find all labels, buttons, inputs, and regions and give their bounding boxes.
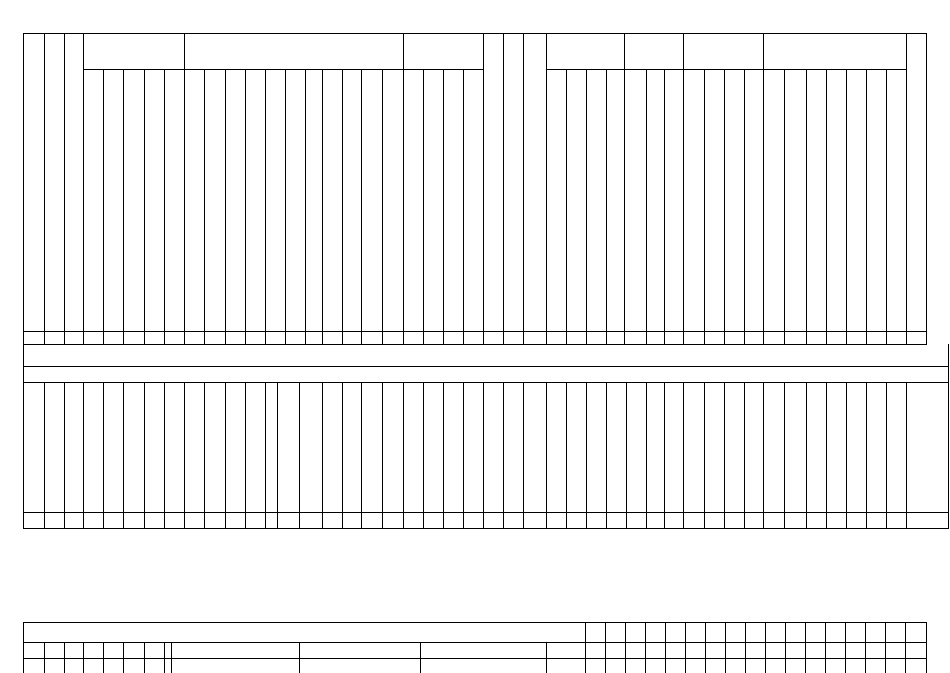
grid-line: [463, 69, 464, 345]
grid-line: [683, 33, 684, 70]
grid-line: [805, 622, 806, 673]
grid-line: [626, 382, 627, 529]
grid-line: [245, 69, 246, 345]
grid-line: [204, 69, 205, 345]
grid-line: [546, 69, 547, 345]
grid-line: [646, 382, 647, 529]
grid-line: [825, 622, 826, 673]
grid-line: [606, 69, 607, 345]
grid-line: [744, 382, 745, 529]
grid-line: [184, 33, 185, 70]
grid-line: [845, 622, 846, 673]
grid-line: [299, 382, 300, 529]
grid-line: [164, 382, 165, 529]
grid-line: [83, 69, 84, 345]
grid-line: [23, 331, 927, 332]
grid-line: [361, 382, 362, 529]
grid-line: [225, 69, 226, 345]
grid-line: [784, 69, 785, 345]
grid-line: [523, 69, 524, 345]
grid-line: [443, 382, 444, 529]
grid-line: [23, 622, 927, 623]
grid-line: [926, 33, 927, 70]
grid-line: [403, 69, 404, 345]
grid-line: [265, 69, 266, 345]
grid-line: [483, 69, 484, 345]
grid-line: [23, 344, 927, 345]
grid-line: [83, 382, 84, 529]
grid-line: [64, 642, 65, 673]
grid-line: [423, 69, 424, 345]
grid-line: [83, 642, 84, 673]
grid-line: [123, 642, 124, 673]
grid-line: [745, 622, 746, 673]
grid-line: [586, 382, 587, 529]
grid-line: [763, 33, 764, 70]
grid-line: [103, 642, 104, 673]
grid-line: [665, 622, 666, 673]
grid-line: [44, 69, 45, 345]
grid-line: [322, 69, 323, 345]
grid-line: [763, 69, 764, 345]
grid-line: [443, 69, 444, 345]
grid-line: [23, 33, 927, 34]
grid-line: [885, 622, 886, 673]
grid-line: [184, 382, 185, 529]
grid-line: [164, 642, 165, 673]
grid-line: [225, 382, 226, 529]
grid-line: [23, 642, 927, 643]
grid-line: [503, 33, 504, 70]
grid-line: [926, 622, 927, 673]
grid-line: [763, 382, 764, 529]
grid-line: [705, 622, 706, 673]
grid-line: [171, 642, 172, 673]
grid-line: [463, 382, 464, 529]
grid-line: [725, 622, 726, 673]
grid-line: [683, 382, 684, 529]
grid-line: [342, 382, 343, 529]
grid-line: [664, 382, 665, 529]
grid-line: [245, 382, 246, 529]
grid-line: [926, 69, 927, 345]
grid-line: [103, 382, 104, 529]
grid-line: [382, 69, 383, 345]
grid-line: [361, 69, 362, 345]
grid-line: [846, 69, 847, 345]
grid-line: [625, 622, 626, 673]
grid-line: [744, 69, 745, 345]
grid-line: [403, 382, 404, 529]
grid-line: [566, 382, 567, 529]
grid-line: [23, 512, 949, 513]
grid-line: [44, 642, 45, 673]
grid-line: [624, 69, 684, 70]
grid-line: [906, 382, 907, 529]
grid-line: [948, 382, 949, 529]
grid-line: [865, 622, 866, 673]
grid-line: [403, 33, 404, 70]
grid-line: [866, 382, 867, 529]
grid-line: [806, 382, 807, 529]
grid-line: [123, 69, 124, 345]
grid-line: [184, 69, 185, 345]
grid-line: [826, 382, 827, 529]
grid-line: [103, 69, 104, 345]
grid-line: [704, 382, 705, 529]
grid-line: [64, 33, 65, 70]
grid-line: [566, 69, 567, 345]
grid-line: [546, 642, 547, 673]
grid-line: [826, 69, 827, 345]
grid-line: [382, 382, 383, 529]
grid-line: [724, 69, 725, 345]
grid-line: [866, 69, 867, 345]
grid-line: [905, 622, 906, 673]
grid-line: [685, 622, 686, 673]
grid-line: [846, 382, 847, 529]
grid-line: [585, 622, 586, 673]
grid-line: [299, 642, 300, 673]
grid-line: [645, 622, 646, 673]
grid-line: [606, 382, 607, 529]
grid-line: [724, 382, 725, 529]
grid-line: [285, 69, 286, 345]
grid-line: [546, 33, 547, 70]
grid-line: [83, 33, 84, 70]
grid-line: [683, 69, 684, 345]
grid-line: [624, 33, 625, 70]
grid-line: [342, 69, 343, 345]
grid-line: [785, 622, 786, 673]
grid-line: [784, 382, 785, 529]
grid-line: [624, 69, 625, 345]
grid-line: [646, 69, 647, 345]
grid-line: [906, 69, 907, 345]
grid-line: [83, 69, 185, 70]
grid-line: [503, 69, 504, 345]
grid-line: [44, 33, 45, 70]
grid-line: [64, 382, 65, 529]
grid-line: [204, 382, 205, 529]
grid-line: [483, 382, 484, 529]
grid-line: [503, 382, 504, 529]
grid-line: [64, 69, 65, 345]
grid-line: [265, 382, 266, 529]
grid-line: [23, 69, 24, 345]
grid-line: [886, 382, 887, 529]
grid-line: [144, 642, 145, 673]
grid-line: [586, 69, 587, 345]
grid-line: [23, 33, 24, 70]
grid-line: [305, 69, 306, 345]
grid-line: [123, 382, 124, 529]
grid-line: [704, 69, 705, 345]
grid-line: [23, 528, 949, 529]
grid-line: [906, 33, 907, 70]
grid-line: [886, 69, 887, 345]
grid-line: [523, 33, 524, 70]
grid-line: [23, 622, 24, 673]
grid-line: [144, 382, 145, 529]
grid-line: [277, 382, 278, 529]
grid-line: [523, 382, 524, 529]
grid-line: [423, 382, 424, 529]
grid-line: [546, 382, 547, 529]
grid-line: [322, 382, 323, 529]
grid-line: [765, 622, 766, 673]
grid-line: [483, 33, 484, 70]
grid-line: [164, 69, 165, 345]
grid-line: [806, 69, 807, 345]
grid-line: [44, 382, 45, 529]
grid-line: [23, 366, 949, 367]
grid-line: [420, 642, 421, 673]
grid-line: [664, 69, 665, 345]
grid-line: [23, 382, 24, 529]
grid-line: [23, 382, 949, 383]
grid-line: [144, 69, 145, 345]
grid-line: [23, 658, 927, 659]
grid-line: [184, 69, 404, 70]
grid-line: [605, 622, 606, 673]
